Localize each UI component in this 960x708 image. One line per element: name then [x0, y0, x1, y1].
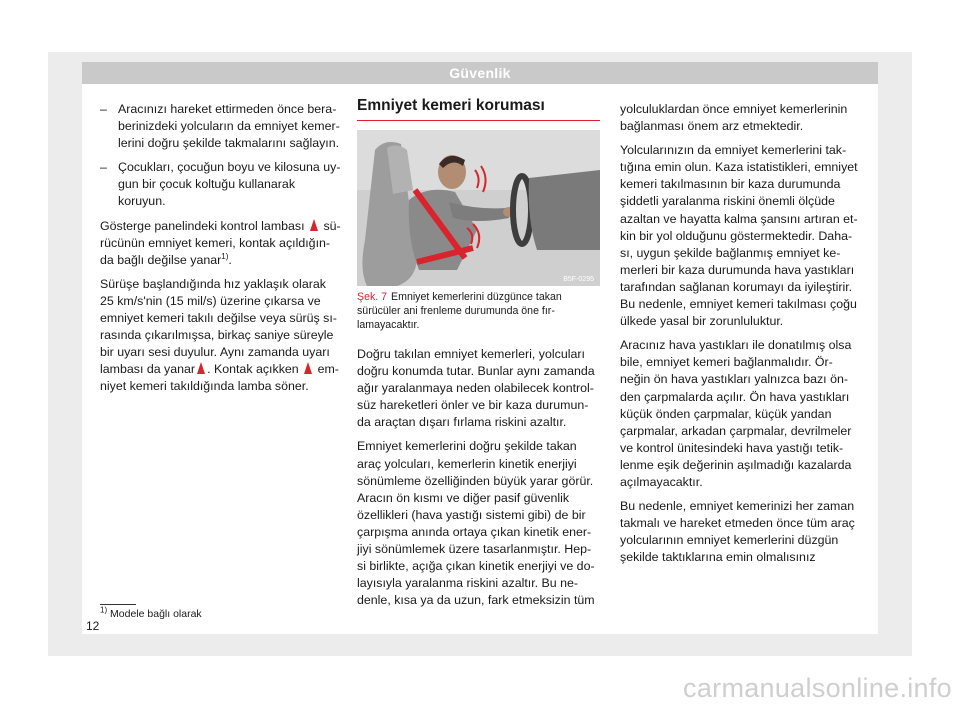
section-title: Emniyet kemeri koruması — [357, 97, 600, 121]
column-1 — [100, 101, 341, 403]
page-header — [82, 62, 878, 84]
page-number: 12 — [86, 619, 100, 633]
list-dash: – — [100, 102, 107, 116]
list-item-text: Aracınızı hareket ettirmeden önce bera-berinizdeki yolcuların da emniyet kemer-lerini doğru şekilde takmalarını sağlayın. — [118, 102, 340, 151]
column-3 — [620, 101, 862, 573]
seatbelt-warning-icon — [304, 362, 312, 374]
paragraph: Sürüşe başlandığında hız yaklaşık olarak 25 km/s'nin (15 mil/s) üzerine çıkarsa ve emniyet kemeri takılı değilse veya sürüş sı-rasında çıkarılmışsa, birkaç saniye süreyle bir uyarı sesi duyulur. Aynı zamanda uyarı lambası da yanar . Kontak açıkken em-niyet kemeri takıldığında lamba söner. — [100, 276, 339, 394]
driver-illustration — [357, 130, 600, 286]
paragraph: Bu nedenle, emniyet kemerinizi her zaman takmalı ve hareket etmeden önce tüm araç yolcularının emniyet kemerlerini düzgün şekilde taktıklarına emin olmalısınız — [620, 499, 855, 565]
caption-text: Emniyet kemerlerini düzgünce takan sürücüler ani frenleme durumunda öne fır-lamayacaktır. — [357, 291, 562, 332]
figure-code: B5F-0295 — [563, 276, 594, 283]
page-header-title: Güvenlik — [449, 65, 511, 81]
list-item — [100, 159, 341, 210]
footnote-mark: 1) — [100, 605, 108, 615]
footnote-ref: 1) — [221, 251, 229, 261]
paragraph: Doğru takılan emniyet kemerleri, yolcuları doğru konumda tutar. Bunlar aynı zamanda ağır yaralanmaya neden olabilecek kontrol-süz hareketleri önler ve bir kaza durumun-da araçtan dışarı fırlama riskini azaltır. — [357, 347, 595, 430]
watermark: carmanualsonline.info — [683, 673, 952, 703]
footnote — [100, 605, 202, 620]
column-2-body — [357, 346, 600, 616]
footnote-text: Modele bağlı olarak — [110, 608, 202, 620]
paragraph: Yolcularınızın da emniyet kemerlerini tak-tığına emin olun. Kaza istatistikleri, emniyet kemeri takılmasının bir kaza durumunda şiddetli yaralanma riskini önemli ölçüde azaltan ve hayatta kalma şansını artıran et-kin bir yol olduğunu göstermektedir. Daha-sı, uygun şekilde bağlanmış emniyet ke-merleri bir kaza durumunda hava yastıkları tarafından sağlanan korumayı da iyileştirir. Bu nedenle, emniyet kemeri takılması çoğu ülkede yasal bir zorunluluktur. — [620, 143, 858, 329]
list-item — [100, 101, 341, 152]
paragraph: yolculuklardan önce emniyet kemerlerinin bağlanması önem arz etmektedir. — [620, 102, 848, 134]
seatbelt-warning-icon — [310, 219, 318, 231]
figure-label: Şek. 7 — [357, 291, 388, 303]
list-item-text: Çocukları, çocuğun boyu ve kilosuna uy-gun bir çocuk koltuğu kullanarak koruyun. — [118, 160, 341, 209]
list-dash: – — [100, 160, 107, 175]
paragraph: Aracınız hava yastıkları ile donatılmış olsa bile, emniyet kemeri bağlanmalıdır. Ör-neğin ön hava yastıkları yalnızca bazı ön-den çarpmalarda açılır. Ön hava yastıkları küçük önden çarpmalar, küçük yandan çarpmalar, arkadan çarpmalar, devrilmeler ve kontrol ünitesindeki hava yastığı tetik-lenme eşik değerinin aşılmadığı kazalarda açılmayacaktır. — [620, 338, 852, 489]
figure-driver-seatbelt — [357, 130, 600, 286]
figure-caption — [357, 290, 600, 333]
paragraph: Emniyet kemerlerini doğru şekilde takan araç yolcuları, kemerlerin kinetik enerjiyi sönümleme özelliğinden büyük yarar görür. Aracın ön kısmı ve diğer pasif güvenlik özellikleri (hava yastığı sistemi gibi) de bir çarpışma anında ortaya çıkan kinetik ener-jiyi sönümlemek üzere tasarlanmıştır. Hep-si birlikte, açığa çıkan kinetik enerjiyi ve do-layısıyla yaralanma riskini azaltır. Bu ne-denle, kısa ya da uzun, fark etmeksizin tüm — [357, 439, 595, 608]
paragraph: Gösterge panelindeki kontrol lambası sü-rücünün emniyet kemeri, kontak açıldığın-da bağlı değilse yanar$^{1)}$. — [100, 218, 341, 267]
seatbelt-warning-icon — [197, 362, 205, 374]
